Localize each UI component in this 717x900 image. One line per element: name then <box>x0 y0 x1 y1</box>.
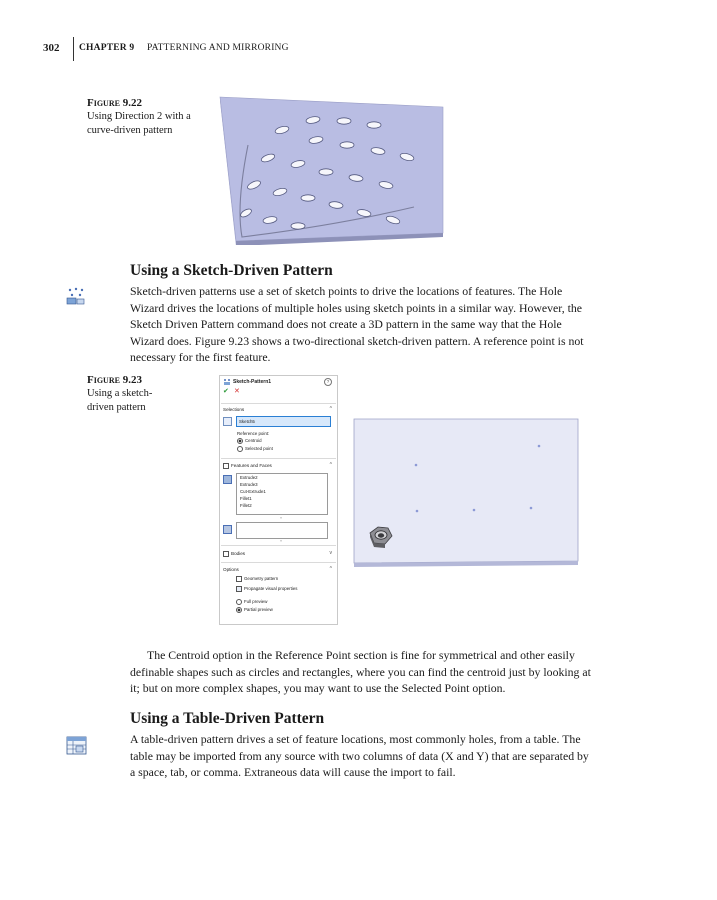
caption-line: Using a sketch- <box>87 388 153 399</box>
caption-line: Using Direction 2 with a <box>87 111 191 122</box>
face-select-icon <box>223 525 232 534</box>
selected-point-radio[interactable] <box>237 446 273 452</box>
centroid-label: Centroid <box>245 438 262 444</box>
body-line: a space, tab, or comma. Extraneous data will cause the import to fail. <box>130 765 456 780</box>
chapter-title: PATTERNING AND MIRRORING <box>147 43 289 53</box>
radio-icon <box>237 446 243 452</box>
cancel-button[interactable]: ✕ <box>234 388 240 395</box>
table-section-body <box>130 731 670 781</box>
radio-selected-icon <box>236 607 242 613</box>
centroid-paragraph <box>130 647 670 697</box>
faces-list[interactable] <box>236 522 328 539</box>
divider <box>221 545 336 546</box>
partial-preview-label: Partial preview <box>244 607 273 613</box>
bodies-label: Bodies <box>231 551 246 557</box>
chevron-up-icon[interactable]: ^ <box>329 406 332 412</box>
body-line: necessary for the first feature. <box>130 350 271 365</box>
propagate-visual-checkbox[interactable] <box>236 586 297 592</box>
divider <box>221 562 336 563</box>
full-preview-radio[interactable] <box>236 599 267 605</box>
chapter-label: CHAPTER 9 <box>79 43 135 53</box>
sketch-selection-box[interactable]: Sketch5 <box>236 416 331 427</box>
sketch-section-body <box>130 283 670 366</box>
chevron-down-icon[interactable]: v <box>329 550 332 556</box>
list-item[interactable]: Extrude3 <box>240 482 258 487</box>
body-line: Sketch-driven patterns use a set of sketch points to drive the locations of features. The Hole <box>130 284 563 298</box>
checkbox-checked-icon <box>223 463 229 469</box>
features-label: Features and Faces <box>231 463 272 469</box>
sketch-pattern-icon <box>223 378 231 385</box>
table-driven-pattern-icon <box>66 736 87 755</box>
chevron-up-icon[interactable]: ^ <box>329 566 332 572</box>
reference-point-label: Reference point: <box>237 431 270 436</box>
checkbox-icon <box>223 551 229 557</box>
sketch-pattern-property-manager <box>219 375 338 625</box>
body-line: definable shapes such as circles and rectangles, where you can find the centroid just by looking at <box>130 664 591 679</box>
list-item[interactable]: Fillet2 <box>240 503 252 508</box>
figure-9-23-label: Figure 9.23 <box>87 374 142 386</box>
figure-9-22-label: Figure 9.22 <box>87 97 142 109</box>
body-line: The Centroid option in the Reference Point section is fine for symmetrical and other easily <box>147 648 575 662</box>
body-line: table may be imported from any source with two columns of data (X and Y) that are separated by <box>130 748 589 763</box>
list-item[interactable]: Fillet1 <box>240 496 252 501</box>
chevron-up-icon[interactable]: ^ <box>329 462 332 468</box>
dialog-title: Sketch-Pattern1 <box>233 379 272 385</box>
header-divider <box>73 37 74 61</box>
figure-9-22-caption <box>87 96 191 138</box>
radio-icon <box>236 599 242 605</box>
ok-button[interactable]: ✔ <box>223 388 229 395</box>
partial-preview-radio[interactable] <box>236 607 273 613</box>
resize-handle[interactable]: ▿ <box>280 538 283 543</box>
sketch-driven-pattern-plate <box>350 415 582 567</box>
checkbox-checked-icon <box>236 586 242 592</box>
bodies-section-header[interactable] <box>223 551 245 557</box>
geometry-pattern-label: Geometry pattern <box>244 576 279 582</box>
checkbox-icon <box>236 576 242 582</box>
radio-selected-icon <box>237 438 243 444</box>
body-line: A table-driven pattern drives a set of feature locations, most commonly holes, from a table. The <box>130 732 581 746</box>
body-line: Wizard does. Figure 9.23 shows a two-directional sketch-driven pattern. A reference point is not <box>130 333 584 348</box>
divider <box>221 403 336 404</box>
options-section-header[interactable]: Options <box>223 567 239 572</box>
caption-line: driven pattern <box>87 402 146 413</box>
list-item[interactable]: Cut-Extrude1 <box>240 489 266 494</box>
body-line: it; but on more complex shapes, you may want to use the Selected Point option. <box>130 681 506 696</box>
help-button[interactable]: ? <box>324 378 332 386</box>
list-item[interactable]: Extrude2 <box>240 475 258 480</box>
divider <box>221 458 336 459</box>
resize-handle[interactable]: ▿ <box>280 515 283 520</box>
features-list[interactable] <box>236 473 328 515</box>
propagate-label: Propagate visual properties <box>244 586 298 592</box>
features-section-header[interactable] <box>223 463 272 469</box>
feature-cube-icon <box>223 475 232 484</box>
full-preview-label: Full preview <box>244 599 268 605</box>
section-heading-sketch: Using a Sketch-Driven Pattern <box>130 262 333 279</box>
page-number: 302 <box>43 42 60 54</box>
centroid-radio[interactable] <box>237 438 262 444</box>
selections-section-header[interactable]: Selections <box>223 407 245 412</box>
curve-driven-pattern-plate <box>218 95 448 245</box>
caption-line: curve-driven pattern <box>87 125 173 136</box>
geometry-pattern-checkbox[interactable] <box>236 576 278 582</box>
sketch-driven-pattern-icon <box>66 287 86 305</box>
selected-point-label: Selected point <box>245 446 273 452</box>
body-line: Wizard drives the locations of multiple holes using sketch points in a similar way. However, the <box>130 300 583 315</box>
figure-9-23-caption <box>87 373 152 415</box>
section-heading-table: Using a Table-Driven Pattern <box>130 710 325 727</box>
sketch-select-icon <box>223 417 232 426</box>
body-line: Sketch Driven Pattern command does not create a 3D pattern in the same way that the Hole <box>130 317 562 332</box>
